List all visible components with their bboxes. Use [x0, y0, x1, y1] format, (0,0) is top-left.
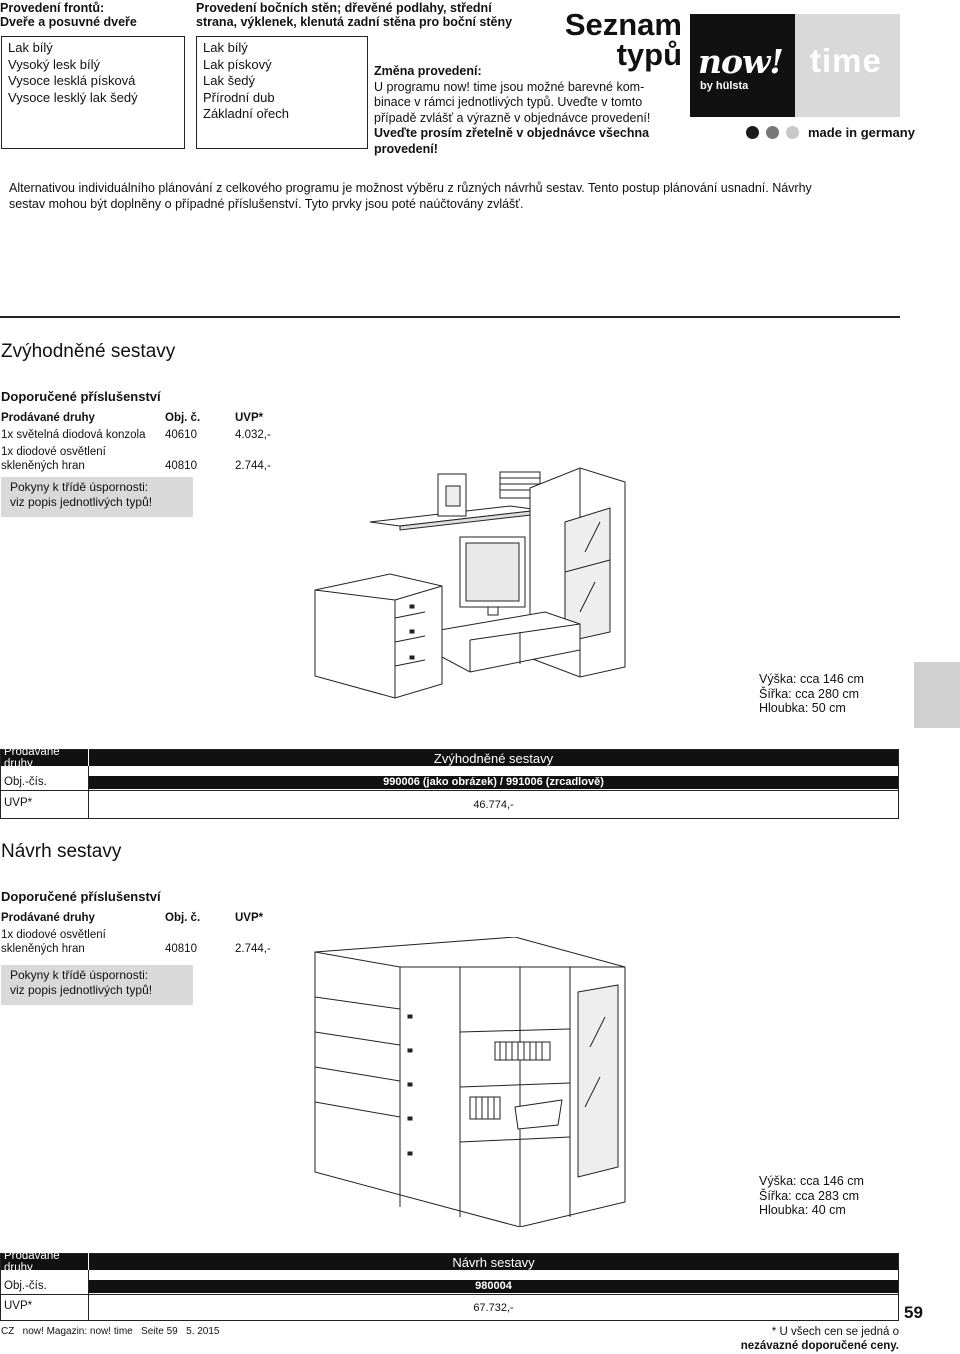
list-item: Vysoce lesklý lak šedý [8, 89, 138, 105]
fronts-subtitle: Dveře a posuvné dveře [0, 15, 137, 29]
fronts-list [1, 36, 185, 149]
list-item: Lak bílý [8, 40, 53, 55]
page-title: Seznam typů [564, 7, 682, 72]
accessories-title: Doporučené příslušenství [1, 889, 161, 904]
furniture-drawing-2 [300, 937, 630, 1227]
sides-subtitle: strana, výklenek, klenutá zadní stěna pro boční stěny [196, 15, 513, 29]
product-table-1 [0, 746, 899, 819]
list-item: Lak bílý [203, 40, 248, 55]
sides-title: Provedení bočních stěn; dřevěné podlahy, střední [196, 1, 492, 15]
product-table-2 [0, 1250, 899, 1321]
furniture-drawing-1 [310, 462, 630, 702]
table-row: Prodávané druhy Návrh sestavy [1, 1254, 898, 1270]
energy-hint-box: Pokyny k třídě úspornosti: viz popis jednotlivých typů! [1, 477, 193, 517]
table-row: Obj.-čís. 980004 [1, 1270, 898, 1294]
time-logo: time [795, 14, 900, 117]
list-item: Lak pískový [203, 56, 272, 72]
sides-list [196, 36, 368, 149]
table-row: Prodávané druhy Zvýhodněné sestavy [1, 750, 898, 766]
table-row: Obj.-čís. 990006 (jako obrázek) / 991006 (zrcadlově) [1, 766, 898, 790]
color-dot-mid [766, 126, 779, 139]
fronts-section [0, 1, 185, 29]
made-in-germany: made in germany [808, 125, 915, 140]
list-item: Vysoce lesklá písková [8, 73, 136, 88]
fronts-title: Provedení frontů: [0, 1, 105, 15]
intro-text: Alternativou individuálního plánování z celkového programu je možnost výběru z různých návrhů sestav. Tento postup plánování usnadní. Návrhy sestav mohou být doplněny o případné příslušenství. Tyto prvky jsou poté naúčtovány zvlášť. [9, 181, 812, 211]
footer-note: * U všech cen se jedná o nezávazné doporučené ceny. [740, 1326, 899, 1352]
list-item: Základní ořech [203, 106, 289, 121]
side-tab [914, 662, 960, 728]
now-logo: now! by hülsta [690, 14, 795, 117]
energy-hint-box: Pokyny k třídě úspornosti: viz popis jednotlivých typů! [1, 965, 193, 1005]
sides-section [196, 1, 556, 29]
section-title: Návrh sestavy [1, 841, 122, 862]
section-title: Zvýhodněné sestavy [1, 341, 176, 362]
accessories-title: Doporučené příslušenství [1, 389, 161, 404]
divider [0, 316, 900, 318]
list-item: Lak šedý [203, 73, 256, 88]
page-number: 59 [904, 1303, 923, 1322]
accessories-table: Prodávané druhy Obj. č. UVP* 1x světelná diodová konzola 40610 4.032,- 1x diodové osvětlení skleněných hran 40810 2.744,- [1, 412, 271, 472]
list-item: Vysoký lesk bílý [8, 56, 100, 72]
dimensions-2: Výška: cca 146 cm Šířka: cca 283 cm Hloubka: 40 cm [759, 1174, 864, 1217]
list-item: Přírodní dub [203, 89, 275, 105]
color-dot-light [786, 126, 799, 139]
change-note: Změna provedení: U programu now! time jsou možné barevné kom- binace v rámci jednotlivých typů. Uveďte v tomto případě zvlášť a výrazně v objednávce provedení! Uveďte prosím zřetelně v objednávce všechna provedení! [374, 64, 651, 156]
footer-info: CZ now! Magazin: now! time Seite 59 5. 2015 [1, 1326, 220, 1337]
color-dot-dark [746, 126, 759, 139]
dimensions-1: Výška: cca 146 cm Šířka: cca 280 cm Hloubka: 50 cm [759, 672, 864, 715]
table-row: UVP* 67.732,- [1, 1294, 898, 1320]
table-row: UVP* 46.774,- [1, 790, 898, 818]
accessories-table: Prodávané druhy Obj. č. UVP* 1x diodové osvětlení skleněných hran 40810 2.744,- [1, 912, 271, 955]
